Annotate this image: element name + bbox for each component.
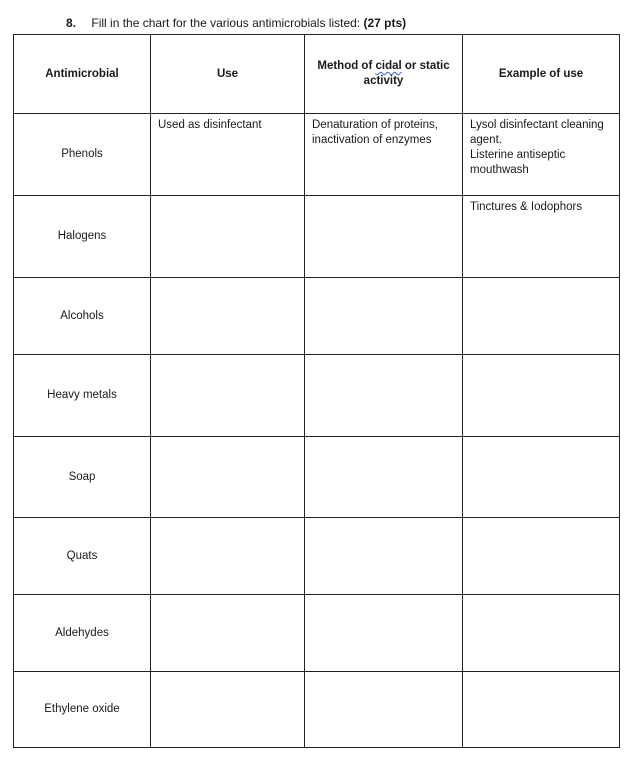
table-row bbox=[14, 114, 620, 196]
row-soap-use[interactable] bbox=[151, 437, 305, 518]
row-aldehydes-example[interactable] bbox=[463, 595, 620, 672]
row-alcohols-use[interactable] bbox=[151, 278, 305, 355]
row-halogens-method[interactable] bbox=[305, 196, 463, 278]
row-phenols-use[interactable]: Used as disinfectant bbox=[151, 114, 305, 196]
row-halogens-example[interactable] bbox=[463, 196, 620, 278]
row-halogens-name: Halogens bbox=[14, 196, 151, 278]
header-method-pre: Method of bbox=[317, 60, 376, 72]
table-row bbox=[14, 437, 620, 518]
example-line: Listerine antiseptic mouthwash bbox=[470, 149, 566, 176]
header-use: Use bbox=[151, 35, 305, 114]
table-row bbox=[14, 196, 620, 278]
row-alcohols-name: Alcohols bbox=[14, 278, 151, 355]
row-heavy-metals-example[interactable] bbox=[463, 355, 620, 437]
row-quats-use[interactable] bbox=[151, 518, 305, 595]
question-prompt bbox=[66, 16, 406, 30]
row-ethylene-oxide-example[interactable] bbox=[463, 672, 620, 748]
header-method bbox=[305, 35, 463, 114]
antimicrobial-chart bbox=[13, 34, 620, 748]
row-soap-name: Soap bbox=[14, 437, 151, 518]
row-halogens-use[interactable] bbox=[151, 196, 305, 278]
row-soap-example[interactable] bbox=[463, 437, 620, 518]
example-line: Lysol disinfectant cleaning agent. bbox=[470, 119, 604, 146]
question-text: Fill in the chart for the various antimicrobials listed: bbox=[91, 16, 361, 30]
row-aldehydes-method[interactable] bbox=[305, 595, 463, 672]
header-example: Example of use bbox=[463, 35, 620, 114]
row-heavy-metals-name: Heavy metals bbox=[14, 355, 151, 437]
row-aldehydes-name: Aldehydes bbox=[14, 595, 151, 672]
row-aldehydes-use[interactable] bbox=[151, 595, 305, 672]
question-number: 8. bbox=[66, 16, 77, 30]
row-ethylene-oxide-method[interactable] bbox=[305, 672, 463, 748]
row-ethylene-oxide-use[interactable] bbox=[151, 672, 305, 748]
row-alcohols-method[interactable] bbox=[305, 278, 463, 355]
question-points: (27 pts) bbox=[363, 16, 407, 30]
header-antimicrobial: Antimicrobial bbox=[14, 35, 151, 114]
table-row bbox=[14, 278, 620, 355]
row-quats-method[interactable] bbox=[305, 518, 463, 595]
row-phenols-method[interactable]: Denaturation of proteins, inactivation of enzymes bbox=[305, 114, 463, 196]
table-row bbox=[14, 518, 620, 595]
spellcheck-word: cidal bbox=[375, 60, 402, 72]
table-row bbox=[14, 595, 620, 672]
table-row bbox=[14, 355, 620, 437]
row-soap-method[interactable] bbox=[305, 437, 463, 518]
header-method-post: or static activity bbox=[363, 60, 450, 87]
example-line: Tinctures & Iodophors bbox=[470, 201, 583, 213]
header-row bbox=[14, 35, 620, 114]
row-quats-name: Quats bbox=[14, 518, 151, 595]
table-row bbox=[14, 672, 620, 748]
row-phenols-example[interactable] bbox=[463, 114, 620, 196]
row-heavy-metals-method[interactable] bbox=[305, 355, 463, 437]
row-heavy-metals-use[interactable] bbox=[151, 355, 305, 437]
row-alcohols-example[interactable] bbox=[463, 278, 620, 355]
row-ethylene-oxide-name: Ethylene oxide bbox=[14, 672, 151, 748]
row-quats-example[interactable] bbox=[463, 518, 620, 595]
row-phenols-name: Phenols bbox=[14, 114, 151, 196]
